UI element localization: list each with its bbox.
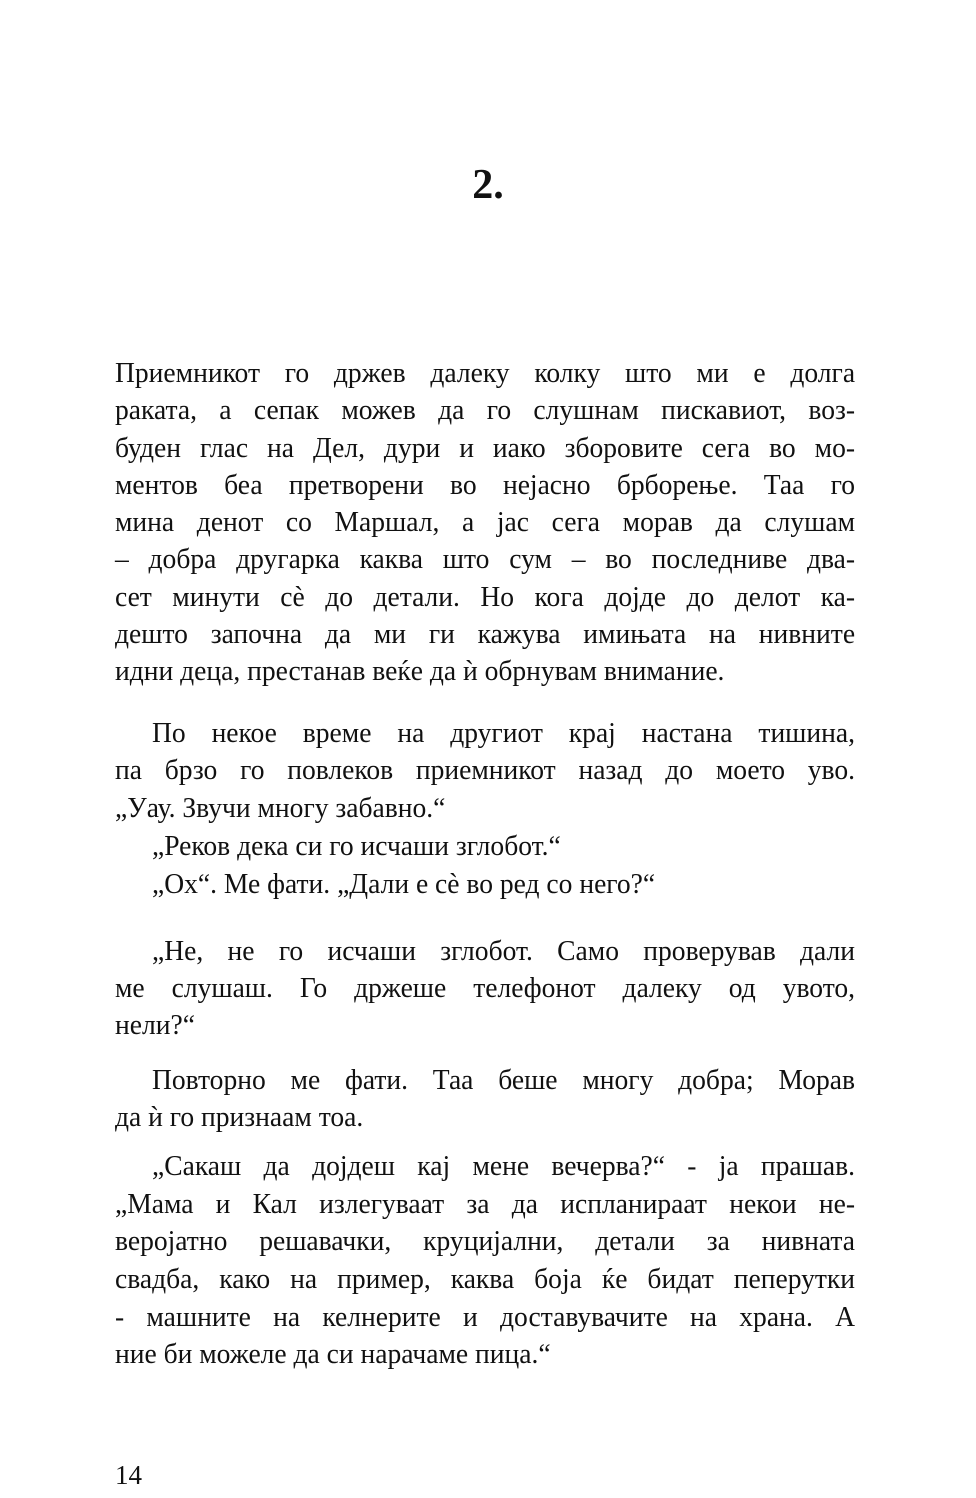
paragraph-line: раката, а сепак можев да го слушнам пискавиот, воз- <box>115 394 856 426</box>
paragraph-line: – добра другарка каква што сум – во последниве два- <box>115 543 856 575</box>
paragraph-line: буден глас на Дел, дури и иако зборовите сега во мо- <box>115 432 856 464</box>
paragraph-line: Повторно ме фати. Таа беше многу добра; Морав <box>152 1064 855 1096</box>
paragraph-line: „Ох“. Ме фати. „Дали е сѐ во ред со него?“ <box>152 868 656 900</box>
paragraph-line: сет минути сѐ до детали. Но кога дојде до делот ка- <box>115 581 856 613</box>
chapter-heading: 2. <box>472 162 504 208</box>
page-number: 14 <box>115 1460 142 1490</box>
paragraph-line: „Уау. Звучи многу забавно.“ <box>115 792 446 824</box>
paragraph-line: ме слушаш. Го држеше телефонот далеку од увото, <box>115 972 856 1004</box>
paragraph-line: ние би можеле да си нарачаме пица.“ <box>115 1338 551 1370</box>
paragraph-line: ментов беа претворени во нејасно брборење. Таа го <box>115 469 856 501</box>
paragraph-line: По некое време на другиот крај настана тишина, <box>152 717 855 749</box>
paragraph-line: па брзо го повлеков приемникот назад до моето уво. <box>115 754 856 786</box>
paragraph-line: нели?“ <box>115 1009 195 1041</box>
paragraph-line: идни деца, престанав веќе да ѝ обрнувам внимание. <box>115 655 725 687</box>
paragraph-line: веројатно решавачки, круцијални, детали за нивната <box>115 1225 856 1257</box>
paragraph-line: мина денот со Маршал, а јас сега морав да слушам <box>115 506 856 538</box>
paragraph-line: „Мама и Кал излегуваат за да испланираат некои не- <box>115 1188 856 1220</box>
paragraph-line: „Сакаш да дојдеш кај мене вечерва?“ - ја прашав. <box>152 1150 855 1182</box>
paragraph-line: Приемникот го држев далеку колку што ми е долга <box>115 357 856 389</box>
paragraph-line: дешто започна да ми ги кажува имињата на нивните <box>115 618 856 650</box>
paragraph-line: „Не, не го исчаши зглобот. Само проверував дали <box>152 935 855 967</box>
paragraph-line: да ѝ го признаам тоа. <box>115 1101 364 1133</box>
paragraph-line: свадба, како на пример, каква боја ќе бидат пеперутки <box>115 1263 856 1295</box>
paragraph-line: „Реков дека си го исчаши зглобот.“ <box>152 830 561 862</box>
paragraph-line: - машните на келнерите и доставувачите на храна. А <box>115 1301 856 1333</box>
